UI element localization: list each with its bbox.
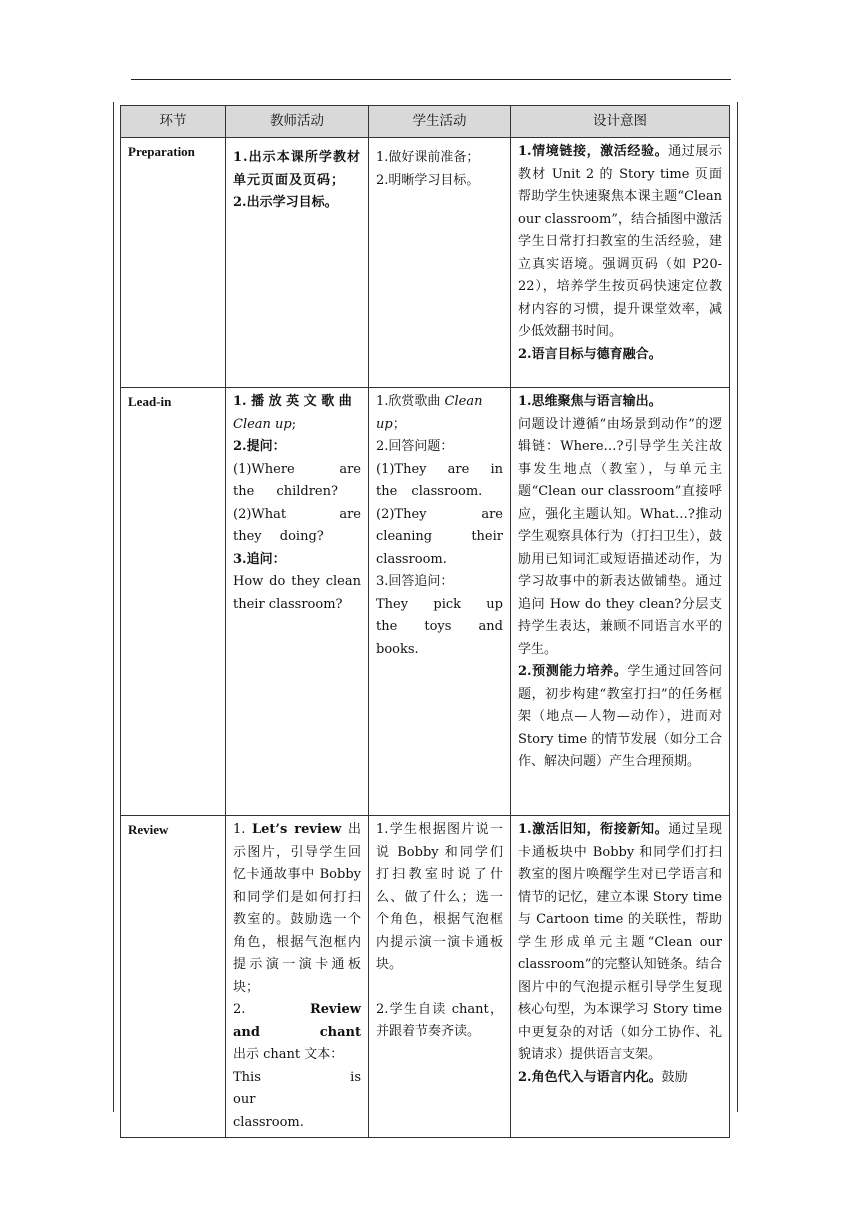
- student-item: (2)They are cleaning their classroom.: [376, 506, 503, 567]
- item-number: 1.: [233, 822, 253, 837]
- stage-cell: Lead-in: [121, 388, 226, 816]
- intent-paragraph: [518, 661, 722, 774]
- teacher-item-text: 出示图片，引导学生回忆卡通故事中 Bobby 和同学们是如何打扫教室的。鼓励选一个角色，根据气泡框内提示演一演卡通板块；: [233, 822, 361, 995]
- intent-paragraph: [518, 1067, 722, 1090]
- student-item: 2.回答问题：: [376, 439, 454, 454]
- intent-paragraph: [518, 141, 722, 344]
- student-item: 1.学生根据图片说一说 Bobby 和同学们打扫教室时说了什么、做了什么；选一个角色，根据气泡框内提示演一演卡通板块。: [376, 822, 503, 972]
- design-intent-cell: [511, 816, 730, 1138]
- activity-name: Review and chant: [233, 1002, 361, 1040]
- teacher-activity-cell: [226, 138, 369, 388]
- teacher-activity-cell: [226, 388, 369, 816]
- teacher-activity-cell: [226, 816, 369, 1138]
- student-item: (1)They are in the classroom.: [376, 461, 503, 499]
- intent-heading: 2.角色代入与语言内化。: [518, 1069, 662, 1085]
- teacher-item-bold: 1. 播 放 英 文 歌 曲: [233, 394, 352, 409]
- intent-text: 鼓励: [661, 1069, 688, 1085]
- teacher-item: How do they clean their classroom?: [233, 574, 361, 612]
- song-title: Clean up: [233, 416, 292, 432]
- intent-heading: 2.语言目标与德育融合。: [518, 346, 662, 362]
- stage-cell: Preparation: [121, 138, 226, 388]
- header-stage: 环节: [121, 106, 226, 138]
- student-item-text: 1.欣赏歌曲: [376, 394, 445, 409]
- teacher-item: (2)What are they doing?: [233, 506, 361, 544]
- teacher-item: This is our classroom.: [233, 1069, 361, 1130]
- student-item: 3.回答追问：: [376, 574, 454, 589]
- design-intent-cell: [511, 388, 730, 816]
- intent-heading: 1.思维聚焦与语言输出。: [518, 394, 662, 409]
- intent-heading: 2.预测能力培养。: [518, 664, 628, 679]
- intent-paragraph: [518, 819, 722, 1067]
- table-left-border: [113, 102, 114, 1112]
- table-row: [121, 138, 730, 388]
- item-number: 2.: [233, 1002, 310, 1017]
- table-row: [121, 816, 730, 1138]
- student-item: 1.做好课前准备；: [376, 150, 480, 165]
- teacher-item: [233, 391, 361, 436]
- teacher-item: 2.出示学习目标。: [233, 195, 338, 210]
- table-right-border: [737, 102, 738, 1112]
- stage-cell: Review: [121, 816, 226, 1138]
- header-student-activity: 学生活动: [369, 106, 511, 138]
- header-teacher-activity: 教师活动: [226, 106, 369, 138]
- intent-text: 学生通过回答问题，初步构建“教室打扫”的任务框架（地点—人物—动作），进而对 Story time 的情节发展（如分工合作、解决问题）产生合理预期。: [518, 664, 722, 769]
- spacer: [376, 977, 503, 999]
- song-title: Clean up: [376, 394, 483, 432]
- intent-heading: 1.情境链接，激活经验。: [518, 144, 669, 159]
- intent-heading: 1.激活旧知，衔接新知。: [518, 822, 669, 837]
- student-item: 2.明晰学习目标。: [376, 172, 480, 188]
- teacher-item: (1)Where are the children?: [233, 461, 361, 499]
- header-design-intent: 设计意图: [511, 106, 730, 138]
- activity-name: Let’s review: [252, 822, 342, 837]
- student-activity-cell: [369, 138, 511, 388]
- design-intent-cell: [511, 138, 730, 388]
- teacher-item-text: 出示 chant 文本：: [233, 1047, 344, 1062]
- punctuation: ；: [392, 416, 406, 432]
- teacher-item: [233, 819, 361, 999]
- student-item: They pick up the toys and books.: [376, 596, 503, 657]
- intent-text: 通过呈现卡通板块中 Bobby 和同学们打扫教室的图片唤醒学生对已学语言和情节的记忆，建立本课 Story time 与 Cartoon time 的关联性，帮助学生形成单元主题“Clean our classroom”的完整认知链条。结合图片中的气泡提示框引导学生复现核心句型，为本课学习 Story time 中更复杂的对话（如分工协作、礼貌请求）提供语言支架。: [518, 822, 722, 1062]
- table-row: [121, 388, 730, 816]
- page-header-rule: [131, 79, 731, 80]
- student-activity-cell: [369, 816, 511, 1138]
- student-item: 2.学生自读 chant，并跟着节奏齐读。: [376, 1001, 503, 1039]
- teacher-item: 1.出示本课所学教材单元页面及页码；: [233, 150, 361, 188]
- punctuation: ;: [291, 416, 297, 432]
- student-item: [376, 391, 503, 436]
- table-header-row: [121, 106, 730, 138]
- intent-text: 问题设计遵循“由场景到动作”的逻辑链：Where…?引导学生关注故事发生地点（教室），与单元主题“Clean our classroom”直接呼应，强化主题认知。What…?推动学生观察具体行为（打扫卫生），鼓励用已知词汇或短语描述动作，为学习故事中的新表达做铺垫。通过追问 How do they clean?分层支持学生表达，兼顾不同语言水平的学生。: [518, 416, 722, 657]
- teacher-item: 2.提问：: [233, 439, 286, 454]
- student-activity-cell: [369, 388, 511, 816]
- teacher-item: 3.追问：: [233, 551, 286, 567]
- lesson-plan-table: [120, 105, 730, 1138]
- intent-paragraph: [518, 344, 722, 367]
- intent-text: 通过展示教材 Unit 2 的 Story time 页面帮助学生快速聚焦本课主题“Clean our classroom”，结合插图中激活学生日常打扫教室的生活经验，建立真实语境。强调页码（如 P20-22），培养学生按页码快速定位教材内容的习惯，提升课堂效率，减少低效翻书时间。: [518, 144, 722, 339]
- teacher-item: [233, 999, 361, 1067]
